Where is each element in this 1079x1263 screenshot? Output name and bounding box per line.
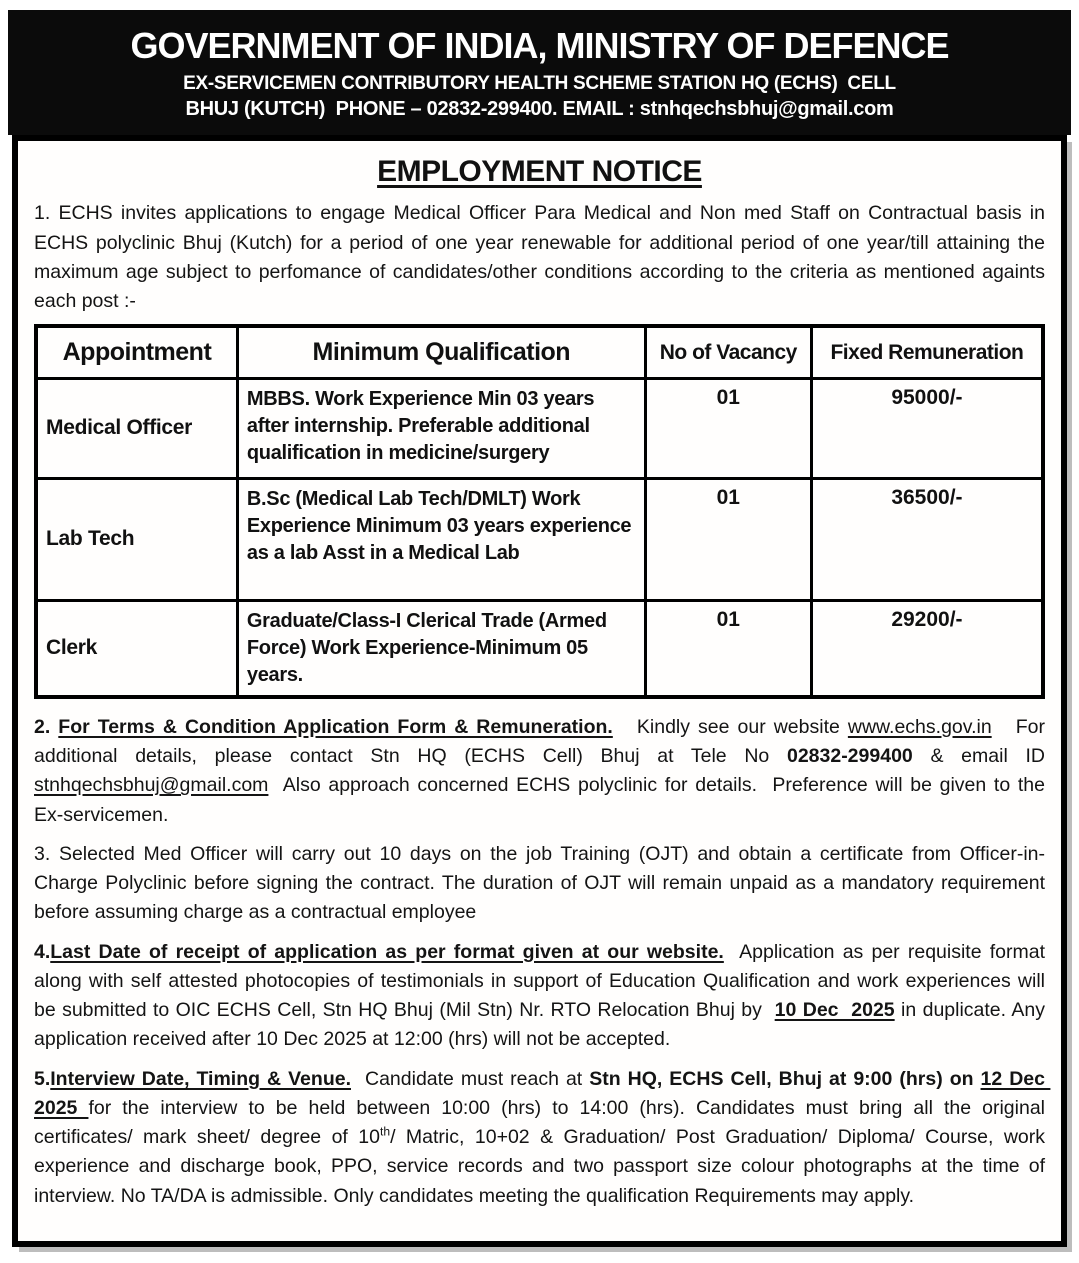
vacancy-cell: 01 bbox=[645, 378, 811, 478]
notice-title: EMPLOYMENT NOTICE bbox=[377, 155, 702, 189]
remuneration-cell: 36500/- bbox=[811, 478, 1043, 600]
qualification-cell: B.Sc (Medical Lab Tech/DMLT) Work Experience Minimum 03 years experience as a lab Asst in a Medical Lab bbox=[237, 478, 645, 600]
scheme-subtitle: EX-SERVICEMEN CONTRIBUTORY HEALTH SCHEME STATION HQ (ECHS) CELL bbox=[183, 72, 896, 94]
notice-body bbox=[12, 135, 1067, 1247]
ministry-title: GOVERNMENT OF INDIA, MINISTRY OF DEFENCE bbox=[130, 25, 949, 66]
last-date-paragraph: 4.Last Date of receipt of application as per format given at our website. Application as per requisite format along with self attested photocopies of testimonials in support of Education Qualification and work experiences will be submitted to OIC ECHS Cell, Stn HQ Bhuj (Mil Stn) Nr. RTO Relocation Bhuj by 10 Dec 2025 in duplicate. Any application received after 10 Dec 2025 at 12:00 (hrs) will not be accepted. bbox=[34, 940, 1051, 1051]
table-row-lab-tech bbox=[36, 478, 1043, 600]
qualification-cell: Graduate/Class-I Clerical Trade (Armed Force) Work Experience-Minimum 05 years. bbox=[237, 600, 645, 697]
contact-line: BHUJ (KUTCH) PHONE – 02832-299400. EMAIL : stnhqechsbhuj@gmail.com bbox=[185, 98, 894, 121]
qualification-cell: MBBS. Work Experience Min 03 years after internship. Preferable additional qualification in medicine/surgery bbox=[237, 378, 645, 478]
table-header-row bbox=[36, 326, 1043, 378]
vacancy-cell: 01 bbox=[645, 478, 811, 600]
terms-conditions-paragraph: 2. For Terms & Condition Application Form & Remuneration. Kindly see our website www.echs.gov.in For additional details, please contact Stn HQ (ECHS Cell) Bhuj at Tele No 02832-299400 & email ID stnhqechsbhuj@gmail.com Also approach concerned ECHS polyclinic for details. Preference will be given to the Ex-servicemen. bbox=[34, 715, 1051, 826]
ojt-paragraph: 3. Selected Med Officer will carry out 10 days on the job Training (OJT) and obtain a certificate from Officer-in-Charge Polyclinic before signing the contract. The duration of OJT will remain unpaid as a mandatory requirement before assuming charge as a contractual employee bbox=[34, 842, 1051, 924]
appointment-cell: Lab Tech bbox=[36, 478, 237, 600]
masthead-banner bbox=[8, 10, 1071, 135]
intro-paragraph: 1. ECHS invites applications to engage Medical Officer Para Medical and Non med Staff on Contractual basis in ECHS polyclinic Bhuj (Kutch) for a period of one year renewable for additional period of one year/till attaining the maximum age subject to perfomance of candidates/other conditions according to the criteria as mentioned againts each post :- bbox=[34, 202, 1051, 313]
column-header-qualification: Minimum Qualification bbox=[237, 326, 645, 378]
vacancy-cell: 01 bbox=[645, 600, 811, 697]
column-header-remuneration: Fixed Remuneration bbox=[811, 326, 1043, 378]
table-row-clerk bbox=[36, 600, 1043, 697]
appointment-cell: Clerk bbox=[36, 600, 237, 697]
vacancy-table bbox=[34, 324, 1045, 699]
interview-details-paragraph: 5.Interview Date, Timing & Venue. Candidate must reach at Stn HQ, ECHS Cell, Bhuj at 9:00 (hrs) on 12 Dec 2025 for the interview to be held between 10:00 (hrs) to 14:00 (hrs). Candidates must bring all the original certificates/ mark sheet/ degree of 10th/ Matric, 10+02 & Graduation/ Post Graduation/ Diploma/ Course, work experience and discharge book, PPO, service records and two passport size colour photographs at the time of interview. No TA/DA is admissible. Only candidates meeting the qualification Requirements may apply. bbox=[34, 1067, 1051, 1207]
remuneration-cell: 29200/- bbox=[811, 600, 1043, 697]
table-row-medical-officer bbox=[36, 378, 1043, 478]
appointment-cell: Medical Officer bbox=[36, 378, 237, 478]
remuneration-cell: 95000/- bbox=[811, 378, 1043, 478]
column-header-vacancy: No of Vacancy bbox=[645, 326, 811, 378]
column-header-appointment: Appointment bbox=[36, 326, 237, 378]
